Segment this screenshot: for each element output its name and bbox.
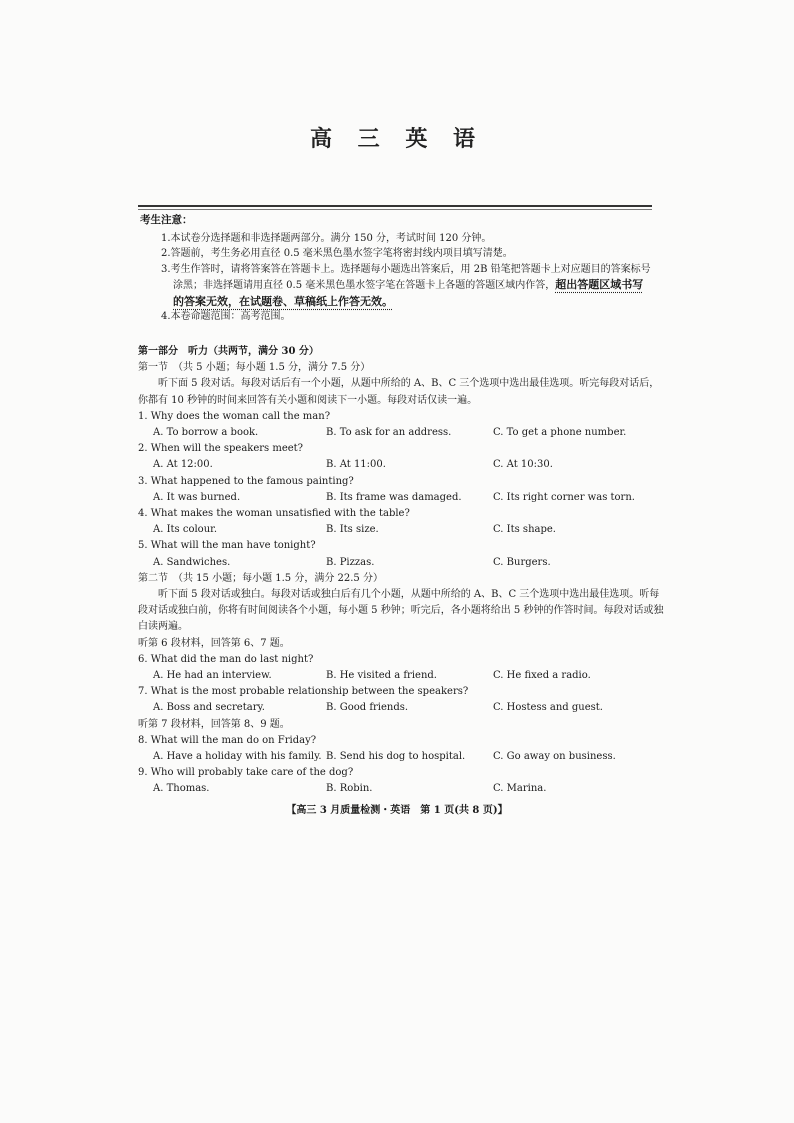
notice-emphasis-1: 超出答题区域书写 <box>555 278 644 291</box>
option-a: A. Have a holiday with his family. <box>153 751 322 763</box>
option-b: B. Good friends. <box>326 702 409 714</box>
header-rule-thin <box>138 209 652 210</box>
section1-instructions: 听下面 5 段对话。每段对话后有一个小题，从题中所给的 A、B、C 三个选项中选出最佳选项。听完每段对话后，你都有 10 秒钟的时间来回答有关小题和阅读下一小题。每段对话仅读一遍。 <box>138 378 660 406</box>
option-b: B. At 11:00. <box>326 459 386 471</box>
option-c: C. Its right corner was torn. <box>493 491 635 503</box>
option-c: C. Marina. <box>493 783 547 795</box>
option-b: B. Robin. <box>326 783 373 795</box>
notice-item-2: 2.答题前，考生务必用直径 0.5 毫米黑色墨水签字笔将密封线内项目填写清楚。 <box>161 248 513 259</box>
answer-options <box>138 781 668 797</box>
answer-options <box>138 425 668 441</box>
answer-options <box>138 457 668 473</box>
option-a: A. It was burned. <box>153 491 241 503</box>
section1-heading: 第一节 （共 5 小题；每小题 1.5 分，满分 7.5 分） <box>138 362 371 374</box>
option-a: A. Its colour. <box>153 524 217 536</box>
option-a: A. He had an interview. <box>153 670 272 682</box>
candidate-notice <box>140 213 660 325</box>
option-a: A. To borrow a book. <box>153 427 259 439</box>
question-stem: 8. What will the man do on Friday? <box>138 734 317 746</box>
notice-heading: 考生注意： <box>140 214 193 226</box>
option-b: B. Pizzas. <box>326 556 375 568</box>
option-c: C. Hostess and guest. <box>493 702 603 714</box>
question-stem: 6. What did the man do last night? <box>138 653 314 665</box>
notice-item-3-line-2 <box>140 277 660 294</box>
option-c: C. Its shape. <box>493 524 556 536</box>
notice-item-4: 4.本卷命题范围：高考范围。 <box>161 311 291 322</box>
section2-questions-a <box>138 652 668 717</box>
material-7-note: 听第 7 段材料，回答第 8、9 题。 <box>138 718 290 730</box>
option-a: A. Thomas. <box>153 783 210 795</box>
listening-part <box>138 344 668 798</box>
option-b: B. Its size. <box>326 524 379 536</box>
page-title: 高 三 英 语 <box>310 126 484 152</box>
answer-options <box>138 555 668 571</box>
question-stem: 5. What will the man have tonight? <box>138 540 316 552</box>
question-stem: 3. What happened to the famous painting? <box>138 475 354 487</box>
section2-questions-b <box>138 733 668 798</box>
question-stem: 1. Why does the woman call the man? <box>138 410 331 422</box>
material-6-note: 听第 6 段材料，回答第 6、7 题。 <box>138 637 290 649</box>
option-b: B. Send his dog to hospital. <box>326 751 466 763</box>
answer-options <box>138 668 668 684</box>
section2-heading: 第二节 （共 15 小题；每小题 1.5 分，满分 22.5 分） <box>138 572 383 584</box>
notice-emphasis-2: 的答案无效，在试题卷、草稿纸上作答无效。 <box>173 294 393 308</box>
question-stem: 7. What is the most probable relationship between the speakers? <box>138 686 469 698</box>
option-b: B. He visited a friend. <box>326 670 437 682</box>
notice-item-1: 1.本试卷分选择题和非选择题两部分。满分 150 分，考试时间 120 分钟。 <box>161 232 492 244</box>
question-stem: 9. Who will probably take care of the dog? <box>138 767 354 779</box>
option-c: C. Burgers. <box>493 556 551 568</box>
option-a: A. At 12:00. <box>153 459 213 471</box>
question-stem: 2. When will the speakers meet? <box>138 443 304 455</box>
option-c: C. Go away on business. <box>493 751 616 763</box>
answer-options <box>138 522 668 538</box>
option-b: B. To ask for an address. <box>326 427 452 439</box>
option-a: A. Boss and secretary. <box>153 702 265 714</box>
option-c: C. At 10:30. <box>493 459 553 471</box>
option-a: A. Sandwiches. <box>153 556 231 568</box>
option-c: C. To get a phone number. <box>493 427 627 439</box>
header-rule-thick <box>138 205 652 207</box>
question-stem: 4. What makes the woman unsatisfied with the table? <box>138 508 410 520</box>
option-b: B. Its frame was damaged. <box>326 491 462 503</box>
answer-options <box>138 700 668 716</box>
notice-item-3-text: 涂黑；非选择题请用直径 0.5 毫米黑色墨水签字笔在答题卡上各题的答题区域内作答， <box>173 280 556 291</box>
notice-item-3: 3.考生作答时，请将答案答在答题卡上。选择题每小题选出答案后，用 2B 铅笔把答题卡上对应题目的答案标号 <box>161 263 651 275</box>
section2-instructions: 听下面 5 段对话或独白。每段对话或独白后有几个小题，从题中所给的 A、B、C 三个选项中选出最佳选项。听每段对话或独白前，你将有时间阅读各个小题，每小题 5 秒钟；听完后，各小题将给出 5 秒钟的作答时间。每段对话或独白读两遍。 <box>138 589 664 633</box>
option-c: C. He fixed a radio. <box>493 670 591 682</box>
answer-options <box>138 749 668 765</box>
page-footer: 【高三 3 月质量检测・英语 第 1 页(共 8 页)】 <box>286 805 508 816</box>
section1-questions <box>138 409 668 571</box>
answer-options <box>138 490 668 506</box>
part1-heading: 第一部分 听力（共两节，满分 30 分） <box>138 346 319 357</box>
